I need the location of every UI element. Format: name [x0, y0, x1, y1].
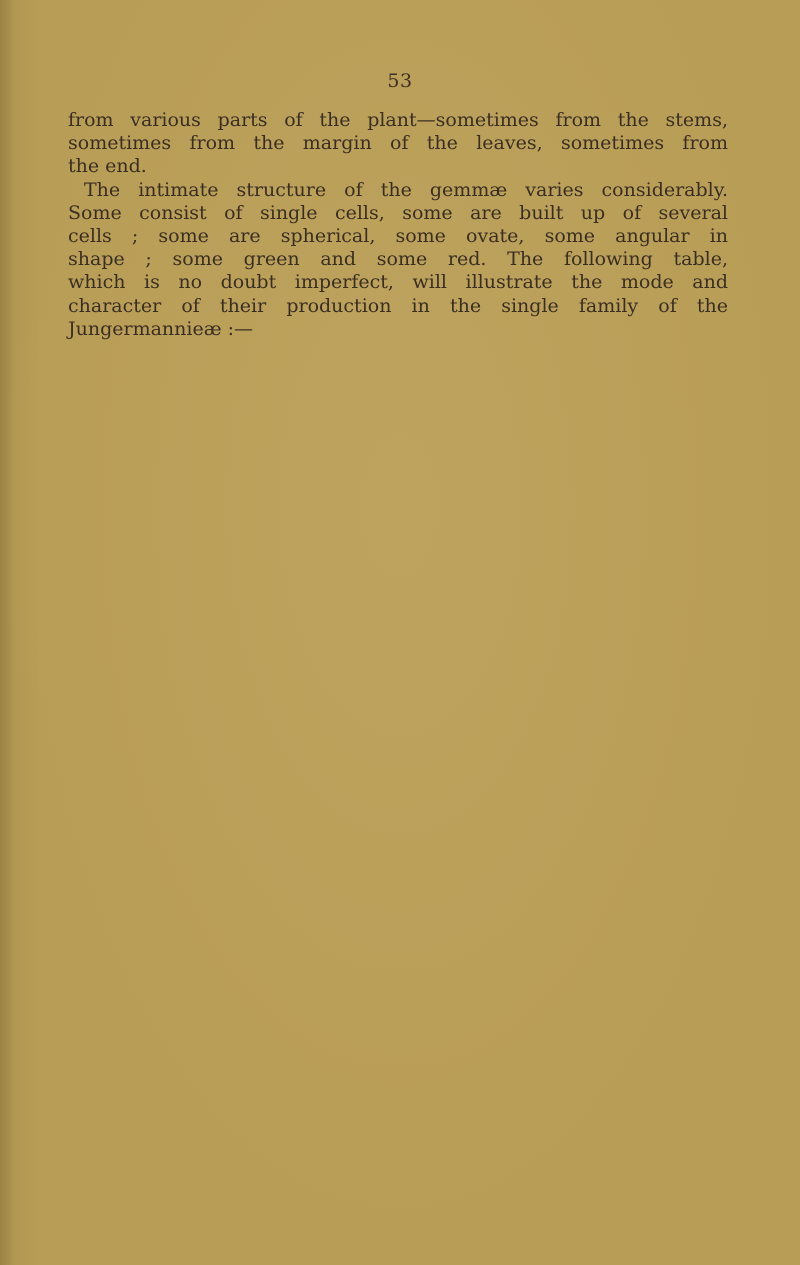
- page-gutter-shadow: [0, 0, 14, 1265]
- text-line: sometimes from the margin of the leaves, sometimes from: [68, 132, 728, 155]
- text-line: Some consist of single cells, some are built up of several: [68, 201, 728, 224]
- paragraph-1: [68, 109, 728, 179]
- text-line: the end.: [68, 155, 147, 178]
- paragraph-2: [68, 179, 728, 341]
- text-line: Jungermannieæ :—: [68, 317, 254, 340]
- text-line: which is no doubt imperfect, will illustrate the mode and: [68, 271, 728, 294]
- text-line: cells ; some are spherical, some ovate, some angular in: [68, 225, 728, 248]
- text-line: from various parts of the plant—sometimes from the stems,: [68, 109, 728, 131]
- text-line: shape ; some green and some red. The following table,: [68, 248, 728, 271]
- text-line: The intimate structure of the gemmæ varies considerably.: [84, 178, 728, 201]
- page-body-text: [68, 109, 728, 341]
- text-line: character of their production in the single family of the: [68, 294, 728, 317]
- page-number: 53: [387, 70, 413, 92]
